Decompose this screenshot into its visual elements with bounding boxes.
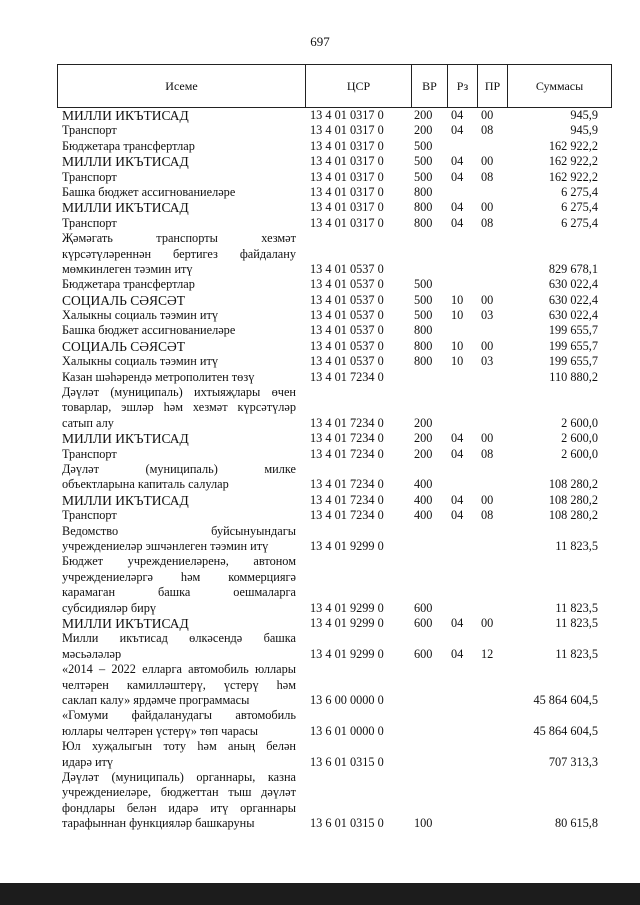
row-csr: 13 4 01 0317 0 — [310, 184, 384, 199]
row-name — [62, 447, 296, 462]
row-csr: 13 4 01 7234 0 — [310, 415, 384, 430]
table-row — [0, 739, 640, 770]
table-row — [0, 508, 640, 523]
row-name-line: Бюджетара трансфертлар — [62, 138, 195, 153]
row-vr: 500 — [414, 277, 433, 292]
row-vr: 200 — [414, 446, 433, 461]
row-name — [62, 508, 296, 523]
row-rz: 04 — [451, 123, 464, 138]
row-name-line: учреждениеләр эшчәнлеген тәэмин итү — [62, 538, 269, 553]
row-name-line: челтәрен камилләштерү, үстерү һәм — [62, 677, 296, 692]
table-row — [0, 293, 640, 308]
row-sum: 11 823,5 — [555, 646, 598, 661]
row-name — [62, 139, 296, 154]
row-sum: 11 823,5 — [555, 600, 598, 615]
row-vr: 500 — [414, 292, 433, 307]
table-row — [0, 554, 640, 616]
row-rz: 04 — [451, 200, 464, 215]
header-sum: Суммасы — [535, 78, 584, 93]
row-pr: 00 — [481, 108, 494, 122]
row-name — [62, 662, 296, 708]
row-name-line: Халыкны социаль тәэмин итү — [62, 308, 219, 323]
row-sum: 45 864 604,5 — [533, 723, 598, 738]
table-row — [0, 185, 640, 200]
row-pr: 12 — [481, 646, 494, 661]
row-rz: 04 — [451, 615, 464, 630]
row-name — [62, 108, 296, 123]
row-vr: 500 — [414, 154, 433, 169]
row-name — [62, 739, 296, 770]
row-sum: 6 275,4 — [561, 184, 598, 199]
table-row — [0, 323, 640, 338]
row-sum: 108 280,2 — [548, 492, 598, 507]
row-rz: 10 — [451, 308, 464, 323]
row-name-line: учреждениеләргә һәм коммерциягә — [62, 569, 296, 584]
row-name-line: МИЛЛИ ИКЪТИСАД — [62, 154, 189, 170]
row-name — [62, 293, 296, 308]
row-csr: 13 4 01 0537 0 — [310, 261, 384, 276]
row-pr: 03 — [481, 308, 494, 323]
row-csr: 13 4 01 0537 0 — [310, 277, 384, 292]
row-name — [62, 354, 296, 369]
row-name — [62, 770, 296, 832]
row-rz: 04 — [451, 492, 464, 507]
row-name — [62, 216, 296, 231]
row-name-line: Транспорт — [62, 123, 117, 138]
row-csr: 13 4 01 7234 0 — [310, 431, 384, 446]
row-csr: 13 4 01 0317 0 — [310, 108, 384, 122]
row-name-line: Бюджетара трансфертлар — [62, 277, 195, 292]
table-row — [0, 370, 640, 385]
row-name-line: Транспорт — [62, 169, 117, 184]
row-name-line: «Гомуми файдаланудагы автомобиль — [62, 708, 296, 723]
row-name-line: тарафыннан функцияләр башкаруны — [62, 816, 255, 831]
row-csr: 13 6 01 0000 0 — [310, 723, 384, 738]
row-name-line: Җәмәгать транспорты хезмәт — [62, 231, 296, 246]
row-pr: 08 — [481, 508, 494, 523]
row-csr: 13 4 01 7234 0 — [310, 446, 384, 461]
row-name — [62, 185, 296, 200]
scan-bottom-edge — [0, 883, 640, 905]
row-csr: 13 4 01 0317 0 — [310, 138, 384, 153]
row-sum: 45 864 604,5 — [533, 692, 598, 707]
row-sum: 2 600,0 — [561, 415, 598, 430]
row-sum: 707 313,3 — [548, 754, 598, 769]
row-name-line: саклап калу» ярдәмче программасы — [62, 692, 250, 707]
row-name — [62, 200, 296, 215]
row-sum: 2 600,0 — [561, 431, 598, 446]
table-body — [0, 108, 640, 832]
row-vr: 200 — [414, 415, 433, 430]
table-row — [0, 524, 640, 555]
page-number: 697 — [310, 34, 330, 49]
row-name-line: Башка бюджет ассигнованиеләре — [62, 323, 236, 338]
row-pr: 00 — [481, 338, 494, 353]
row-sum: 199 655,7 — [548, 323, 598, 338]
row-pr: 00 — [481, 200, 494, 215]
table-row — [0, 108, 640, 123]
row-csr: 13 4 01 0537 0 — [310, 338, 384, 353]
row-rz: 04 — [451, 508, 464, 523]
row-vr: 200 — [414, 108, 433, 122]
header-name: Исеме — [58, 65, 306, 107]
row-sum: 11 823,5 — [555, 538, 598, 553]
row-csr: 13 4 01 0317 0 — [310, 200, 384, 215]
table-row — [0, 339, 640, 354]
row-name-line: фондлары белән идарә итү органнары — [62, 800, 296, 815]
row-name — [62, 123, 296, 138]
row-name — [62, 631, 296, 662]
row-vr: 800 — [414, 338, 433, 353]
row-name-line: Транспорт — [62, 215, 117, 230]
table-row — [0, 662, 640, 708]
row-vr: 100 — [414, 816, 433, 831]
row-vr: 800 — [414, 184, 433, 199]
row-sum: 630 022,4 — [548, 308, 598, 323]
row-name-line: күрсәтүләреннән бертигез файдалану — [62, 246, 296, 261]
table-row — [0, 385, 640, 431]
table-row — [0, 770, 640, 832]
row-rz: 04 — [451, 169, 464, 184]
row-sum: 11 823,5 — [555, 615, 598, 630]
row-sum: 80 615,8 — [554, 816, 598, 831]
table-row — [0, 308, 640, 323]
table-row — [0, 231, 640, 277]
row-vr: 600 — [414, 646, 433, 661]
row-csr: 13 4 01 0537 0 — [310, 323, 384, 338]
row-name-line: Транспорт — [62, 508, 117, 523]
row-name-line: сатып алу — [62, 415, 114, 430]
table-row — [0, 447, 640, 462]
table-row — [0, 708, 640, 739]
row-name-line: МИЛЛИ ИКЪТИСАД — [62, 615, 189, 631]
row-pr: 00 — [481, 615, 494, 630]
row-vr: 500 — [414, 308, 433, 323]
row-rz: 04 — [451, 446, 464, 461]
row-name — [62, 170, 296, 185]
row-name-line: Башка бюджет ассигнованиеләре — [62, 184, 236, 199]
row-name-line: идарә итү — [62, 754, 114, 769]
row-pr: 00 — [481, 292, 494, 307]
row-name-line: субсидияләр бирү — [62, 600, 157, 615]
row-name-line: объектларына капиталь салулар — [62, 477, 229, 492]
row-vr: 500 — [414, 138, 433, 153]
table-row — [0, 493, 640, 508]
row-rz: 10 — [451, 354, 464, 369]
row-csr: 13 4 01 0317 0 — [310, 215, 384, 230]
row-csr: 13 4 01 0537 0 — [310, 292, 384, 307]
row-name-line: Дәүләт (муниципаль) милке — [62, 462, 296, 477]
row-name-line: Дәүләт (муниципаль) органнары, казна — [62, 769, 296, 784]
row-name — [62, 708, 296, 739]
row-vr: 200 — [414, 123, 433, 138]
header-pr: ПР — [478, 65, 508, 107]
table-row — [0, 616, 640, 631]
row-sum: 630 022,4 — [548, 292, 598, 307]
table-row — [0, 170, 640, 185]
row-name — [62, 431, 296, 446]
row-csr: 13 4 01 0317 0 — [310, 154, 384, 169]
row-vr: 600 — [414, 600, 433, 615]
row-name — [62, 308, 296, 323]
row-vr: 800 — [414, 215, 433, 230]
row-name-line: Дәүләт (муниципаль) ихтыяҗлары өчен — [62, 385, 296, 400]
row-sum: 199 655,7 — [548, 338, 598, 353]
row-vr: 400 — [414, 492, 433, 507]
header-rz: Рз — [448, 65, 478, 107]
row-csr: 13 4 01 7234 0 — [310, 492, 384, 507]
row-vr: 200 — [414, 431, 433, 446]
row-name-line: Милли икътисад өлкәсендә башка — [62, 631, 296, 646]
row-sum: 945,9 — [570, 123, 598, 138]
row-name-line: Бюджет учреждениеләренә, автоном — [62, 554, 296, 569]
row-csr: 13 4 01 0317 0 — [310, 123, 384, 138]
row-sum: 110 880,2 — [549, 369, 598, 384]
row-rz: 04 — [451, 431, 464, 446]
row-name-line: МИЛЛИ ИКЪТИСАД — [62, 108, 189, 123]
table-row — [0, 216, 640, 231]
row-name-line: СОЦИАЛЬ СӘЯСӘТ — [62, 292, 186, 308]
row-pr: 08 — [481, 215, 494, 230]
row-rz: 04 — [451, 108, 464, 122]
header-vr: ВР — [412, 65, 448, 107]
row-name — [62, 231, 296, 277]
row-name-line: юллары челтәрен үстерү» төп чарасы — [62, 723, 259, 738]
table-row — [0, 431, 640, 446]
row-csr: 13 4 01 7234 0 — [310, 369, 384, 384]
row-name-line: «2014 – 2022 елларга автомобиль юллары — [62, 662, 296, 677]
row-name — [62, 323, 296, 338]
row-sum: 945,9 — [570, 108, 598, 122]
row-pr: 08 — [481, 123, 494, 138]
row-csr: 13 6 01 0315 0 — [310, 816, 384, 831]
row-csr: 13 4 01 7234 0 — [310, 508, 384, 523]
row-csr: 13 6 01 0315 0 — [310, 754, 384, 769]
table-row — [0, 462, 640, 493]
row-name-line: Халыкны социаль тәэмин итү — [62, 354, 219, 369]
row-name — [62, 370, 296, 385]
row-pr: 03 — [481, 354, 494, 369]
row-csr: 13 4 01 0317 0 — [310, 169, 384, 184]
row-rz: 04 — [451, 215, 464, 230]
row-name-line: Юл хуҗалыгын тоту һәм аның белән — [62, 739, 296, 754]
row-vr: 800 — [414, 323, 433, 338]
row-csr: 13 4 01 0537 0 — [310, 354, 384, 369]
row-pr: 00 — [481, 492, 494, 507]
row-rz: 04 — [451, 646, 464, 661]
row-name-line: мәсьәләләр — [62, 646, 122, 661]
row-name-line: Транспорт — [62, 446, 117, 461]
table-row — [0, 631, 640, 662]
row-csr: 13 6 00 0000 0 — [310, 692, 384, 707]
row-csr: 13 4 01 9299 0 — [310, 646, 384, 661]
row-sum: 199 655,7 — [548, 354, 598, 369]
row-csr: 13 4 01 9299 0 — [310, 538, 384, 553]
row-name-line: товарлар, эшләр һәм хезмәт күрсәтүләр — [62, 400, 296, 415]
table-row — [0, 139, 640, 154]
header-csr: ЦСР — [306, 65, 412, 107]
row-name — [62, 616, 296, 631]
row-name-line: СОЦИАЛЬ СӘЯСӘТ — [62, 338, 186, 354]
row-vr: 500 — [414, 169, 433, 184]
table-header — [57, 64, 612, 108]
row-name-line: карамаган башка оешмаларга — [62, 585, 296, 600]
row-rz: 10 — [451, 292, 464, 307]
row-pr: 08 — [481, 446, 494, 461]
row-name — [62, 154, 296, 169]
row-sum: 108 280,2 — [548, 508, 598, 523]
table-row — [0, 154, 640, 169]
row-name — [62, 493, 296, 508]
row-name-line: мөмкинлеген тәэмин итү — [62, 261, 193, 276]
row-name — [62, 462, 296, 493]
row-name — [62, 524, 296, 555]
row-sum: 2 600,0 — [561, 446, 598, 461]
row-pr: 00 — [481, 431, 494, 446]
row-name-line: учреждениеләре, бюджеттан тыш дәүләт — [62, 785, 296, 800]
row-name-line: Казан шәһәрендә метрополитен төзү — [62, 369, 255, 384]
row-csr: 13 4 01 9299 0 — [310, 615, 384, 630]
row-rz: 10 — [451, 338, 464, 353]
row-vr: 600 — [414, 615, 433, 630]
row-pr: 08 — [481, 169, 494, 184]
table-row — [0, 354, 640, 369]
row-sum: 162 922,2 — [548, 154, 598, 169]
row-name — [62, 554, 296, 616]
row-name-line: МИЛЛИ ИКЪТИСАД — [62, 200, 189, 216]
row-vr: 400 — [414, 508, 433, 523]
row-csr: 13 4 01 9299 0 — [310, 600, 384, 615]
row-csr: 13 4 01 0537 0 — [310, 308, 384, 323]
row-name — [62, 385, 296, 431]
row-sum: 6 275,4 — [561, 215, 598, 230]
row-sum: 108 280,2 — [548, 477, 598, 492]
row-sum: 829 678,1 — [548, 261, 598, 276]
row-vr: 800 — [414, 200, 433, 215]
table-row — [0, 277, 640, 292]
table-row — [0, 123, 640, 138]
row-vr: 400 — [414, 477, 433, 492]
row-sum: 162 922,2 — [548, 138, 598, 153]
row-sum: 630 022,4 — [548, 277, 598, 292]
row-name-line: Ведомство буйсынуындагы — [62, 523, 296, 538]
row-pr: 00 — [481, 154, 494, 169]
row-name — [62, 339, 296, 354]
row-rz: 04 — [451, 154, 464, 169]
row-sum: 162 922,2 — [548, 169, 598, 184]
row-name — [62, 277, 296, 292]
row-csr: 13 4 01 7234 0 — [310, 477, 384, 492]
row-name-line: МИЛЛИ ИКЪТИСАД — [62, 431, 189, 447]
row-vr: 800 — [414, 354, 433, 369]
row-sum: 6 275,4 — [561, 200, 598, 215]
row-name-line: МИЛЛИ ИКЪТИСАД — [62, 492, 189, 508]
table-row — [0, 200, 640, 215]
